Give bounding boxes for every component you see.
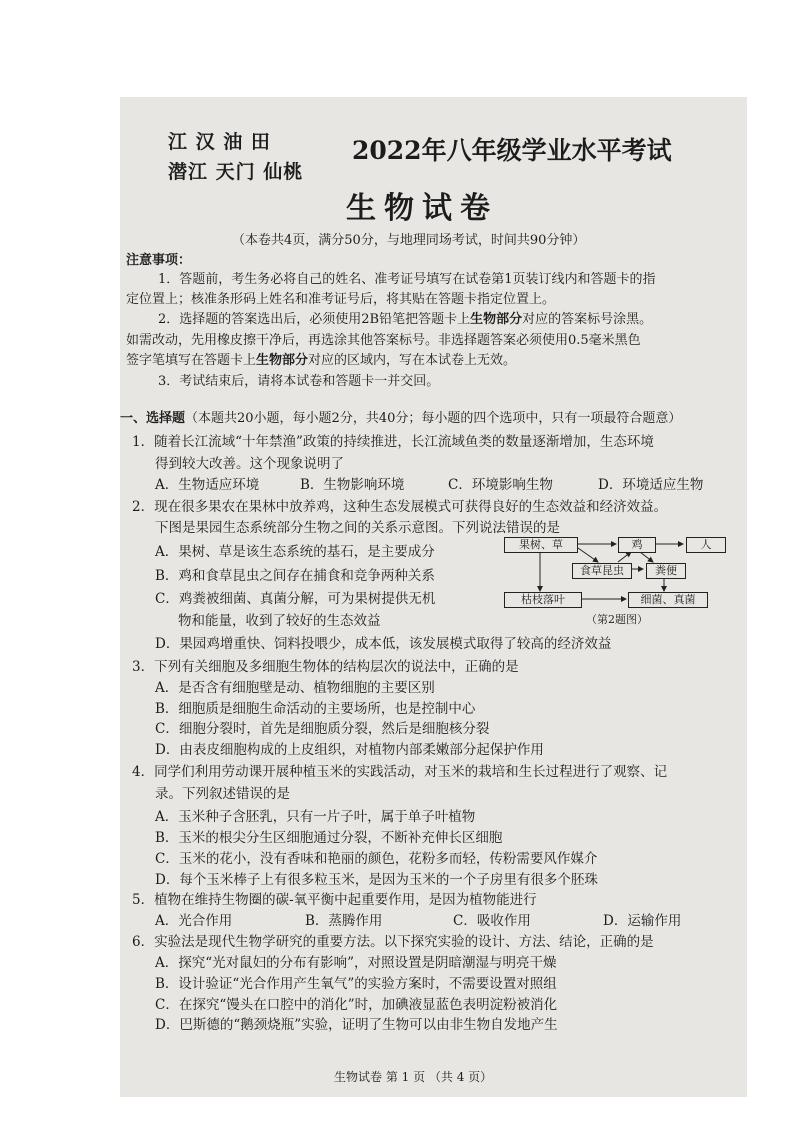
ecosystem-diagram [500,535,730,625]
arrow-insect-chicken [618,552,631,562]
q6-stem: 6．实验法是现代生物学研究的重要方法。以下探究实验的设计、方法、结论，正确的是 [132,934,654,950]
q3-option-d: D．由表皮细胞构成的上皮组织，对植物内部柔嫩部分起保护作用 [155,742,544,758]
notice-item2-text-c: 对应的答案标号涂黑。 [522,312,653,327]
q2-stem-line2: 下图是果园生态系统部分生物之间的关系示意图。下列说法错误的是 [155,520,560,536]
notice-heading: 注意事项： [126,253,192,268]
notice-item2-line3-a: 签字笔填写在答题卡上 [126,353,257,368]
q1-option-c: C．环境影响生物 [448,477,553,493]
subject-title: 生物试卷 [346,191,498,226]
section1-title: 一、选择题 [120,411,186,426]
q1-option-d: D．环境适应生物 [598,477,704,493]
q6-option-b: B．设计验证“光合作用产生氧气”的实验方案时，不需要设置对照组 [155,976,557,992]
notice-item2-line3 [126,350,516,371]
exam-title: 2022年八年级学业水平考试 [352,136,672,165]
q4-option-b: B．玉米的根尖分生区细胞通过分裂，不断补充伸长区细胞 [155,830,503,846]
diagram-caption: （第2题图） [586,613,648,626]
notice-item2-line2: 如需改动，先用橡皮擦干净后，再选涂其他答案标号。非选择题答案必须使用0.5毫米黑色 [126,333,641,348]
q2-option-d: D．果园鸡增重快、饲料投喂少，成本低，该发展模式取得了较高的经济效益 [155,636,612,652]
exam-subtitle: （本卷共4页，满分50分，与地理同场考试，时间共90分钟） [232,233,586,248]
q4-stem-line1: 4．同学们利用劳动课开展种植玉米的实践活动，对玉米的栽培和生长过程进行了观察、记 [132,764,668,780]
q5-option-b: B．蒸腾作用 [305,913,383,929]
q1-stem-line1: 1．随着长江流域“十年禁渔”政策的持续推进，长江流域鱼类的数量逐渐增加，生态环境 [132,434,654,450]
q5-option-a: A．光合作用 [155,913,233,929]
q2-option-b: B．鸡和食草昆虫之间存在捕食和竞争两种关系 [155,568,435,584]
q1-stem-line2: 得到较大改善。这个现象说明了 [155,456,344,472]
node-fruit-trees-grass: 果树、草 [504,537,578,553]
q3-option-a: A．是否含有细胞壁是动、植物细胞的主要区别 [155,680,435,696]
node-chicken: 鸡 [618,537,656,553]
q4-stem-line2: 录。下列叙述错误的是 [155,786,290,802]
node-bacteria-fungi: 细菌、真菌 [628,592,708,608]
q4-option-a: A．玉米种子含胚乳，只有一片子叶，属于单子叶植物 [155,809,476,825]
q6-option-c: C．在探究“馒头在口腔中的消化”时，加碘液显蓝色表明淀粉被消化 [155,997,558,1013]
q3-stem: 3．下列有关细胞及多细胞生物体的结构层次的说法中，正确的是 [132,659,519,675]
arrow-trees-insect [578,548,598,562]
notice-item2-line3-bold: 生物部分 [256,353,309,368]
school-names-line1: 江 汉 油 田 [168,131,271,153]
notice-item2-line3-c: 对应的区域内，写在本试卷上无效。 [308,353,517,368]
notice-item2-text-a: 2．选择题的答案选出后，必须使用2B铅笔把答题卡上 [158,312,471,327]
section1-instructions: （本题共20小题，每小题2分，共40分；每小题的四个选项中，只有一项最符合题意） [185,411,682,426]
q3-option-b: B．细胞质是细胞生命活动的主要场所，也是控制中心 [155,701,476,717]
q6-option-d: D．巴斯德的“鹅颈烧瓶”实验，证明了生物可以由非生物自发地产生 [155,1017,558,1033]
q1-option-b: B．生物影响环境 [300,477,405,493]
notice-item1-line1: 1．答题前，考生务必将自己的姓名、准考证号填写在试卷第1页装订线内和答题卡的指 [158,272,656,287]
notice-item3: 3．考试结束后，请将本试卷和答题卡一并交回。 [158,374,440,389]
node-manure: 粪便 [646,563,686,579]
q5-option-d: D．运输作用 [603,913,682,929]
q6-option-a: A．探究“光对鼠妇的分布有影响”，对照设置是阴暗潮湿与明亮干燥 [155,955,557,971]
q4-option-c: C．玉米的花小，没有香味和艳丽的颜色，花粉多而轻，传粉需要风作媒介 [155,851,598,867]
q2-option-c-line2: 物和能量，收到了较好的生态效益 [178,613,381,629]
notice-item2-line1 [158,309,652,330]
q2-option-c-line1: C．鸡粪被细菌、真菌分解，可为果树提供无机 [155,591,436,607]
q4-option-d: D．每个玉米棒子上有很多粒玉米，是因为玉米的一个子房里有很多个胚珠 [155,872,598,888]
q3-option-c: C．细胞分裂时，首先是细胞质分裂，然后是细胞核分裂 [155,721,490,737]
exam-paper [120,97,747,1097]
school-names-line2: 潜江 天门 仙桃 [168,161,304,183]
node-herbivorous-insects: 食草昆虫 [572,563,632,579]
arrow-chicken-manure [640,552,653,562]
q2-option-a: A．果树、草是该生态系统的基石，是主要成分 [155,544,435,560]
q5-stem: 5．植物在维持生物圈的碳-氧平衡中起重要作用，是因为植物能进行 [132,892,537,908]
q2-stem-line1: 2．现在很多果农在果林中放养鸡，这种生态发展模式可获得良好的生态效益和经济效益。 [132,499,668,515]
node-leaf-litter: 枯枝落叶 [504,592,582,608]
node-human: 人 [686,537,726,553]
notice-item1-line2: 定位置上；核准条形码上姓名和准考证号后，将其贴在答题卡指定位置上。 [126,292,556,307]
q1-option-a: A．生物适应环境 [155,477,260,493]
q5-option-c: C．吸收作用 [453,913,531,929]
section1-heading [120,408,681,429]
page-footer: 生物试卷 第 1 页 （共 4 页） [334,1070,493,1084]
notice-item2-bold: 生物部分 [470,312,523,327]
